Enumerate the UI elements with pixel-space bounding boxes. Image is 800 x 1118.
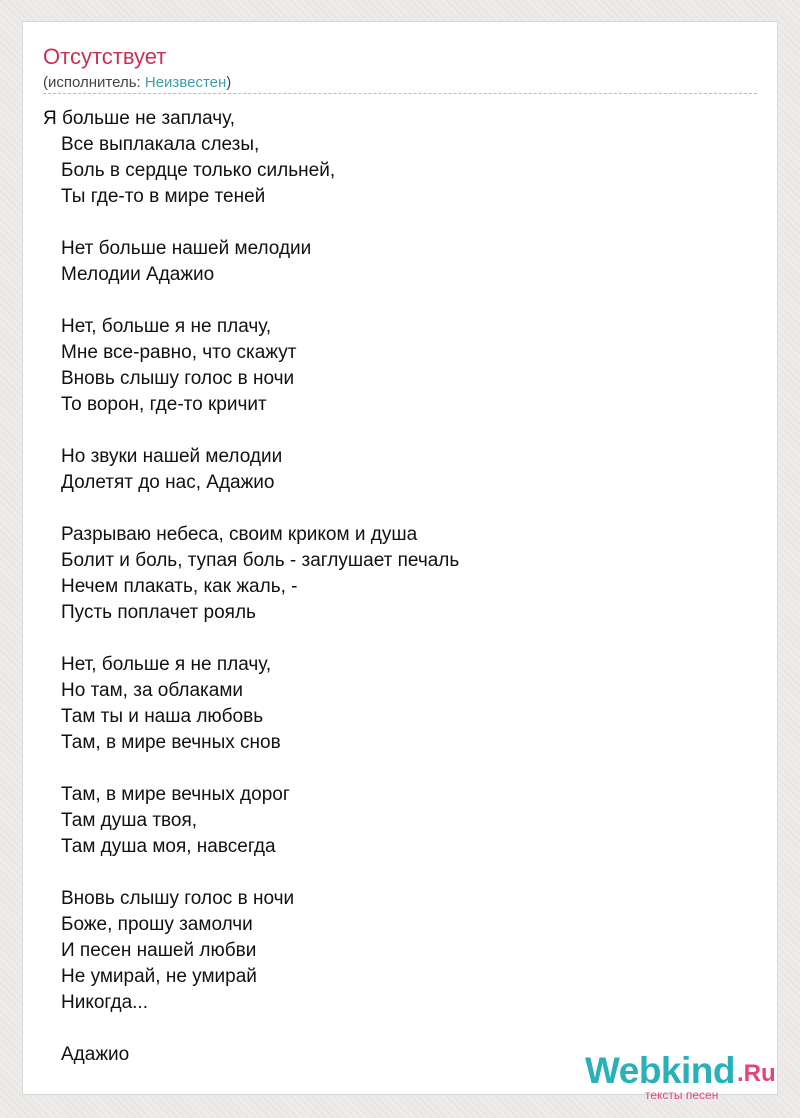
lyric-line: Все выплакала слезы,	[61, 134, 260, 155]
artist-suffix: )	[226, 74, 232, 91]
lyric-line: Нет, больше я не плачу,	[61, 654, 272, 675]
lyric-line: Боль в сердце только сильней,	[61, 160, 336, 181]
lyric-line: Мне все-равно, что скажут	[61, 342, 297, 363]
stanza-break	[43, 288, 459, 314]
song-title: Отсутствует	[43, 44, 167, 69]
lyric-line: Ты где-то в мире теней	[61, 186, 266, 207]
stanza-break	[43, 418, 459, 444]
stanza-break	[43, 626, 459, 652]
stanza-break	[43, 1016, 459, 1042]
lyric-line: Там ты и наша любовь	[61, 706, 264, 727]
lyric-line: И песен нашей любви	[61, 940, 257, 961]
stanza-break	[43, 756, 459, 782]
lyric-line: То ворон, где-то кричит	[61, 394, 267, 415]
logo-tld: .Ru	[737, 1060, 776, 1087]
artist-line	[43, 74, 231, 91]
title-divider	[43, 93, 757, 94]
lyrics-card	[22, 21, 778, 1095]
stanza-break	[43, 860, 459, 886]
lyric-line: Вновь слышу голос в ночи	[61, 368, 295, 389]
stanza-break	[43, 496, 459, 522]
artist-link[interactable]: Неизвестен	[144, 74, 227, 91]
lyric-line: Нет больше нашей мелодии	[61, 238, 312, 259]
lyric-line: Там душа моя, навсегда	[61, 836, 276, 857]
lyric-line: Мелодии Адажио	[61, 264, 215, 285]
lyric-line: Там душа твоя,	[61, 810, 198, 831]
lyric-line: Вновь слышу голос в ночи	[61, 888, 295, 909]
lyric-line: Нечем плакать, как жаль, -	[61, 576, 298, 597]
lyric-line: Боже, прошу замолчи	[61, 914, 253, 935]
lyric-line: Там, в мире вечных дорог	[61, 784, 290, 805]
logo-tagline: тексты песен	[645, 1088, 719, 1102]
lyric-line: Там, в мире вечных снов	[61, 732, 281, 753]
lyric-line: Но там, за облаками	[61, 680, 244, 701]
logo-brand: Webkind	[585, 1050, 735, 1091]
lyric-line: Долетят до нас, Адажио	[61, 472, 275, 493]
lyric-line: Адажио	[61, 1044, 130, 1065]
lyric-line: Я больше не заплачу,	[43, 108, 236, 129]
lyric-line: Разрываю небеса, своим криком и душа	[61, 524, 418, 545]
lyric-line: Пусть поплачет рояль	[61, 602, 256, 623]
lyric-line: Нет, больше я не плачу,	[61, 316, 272, 337]
lyric-line: Но звуки нашей мелодии	[61, 446, 283, 467]
webkind-logo[interactable]	[585, 1050, 785, 1100]
stanza-break	[43, 210, 459, 236]
lyrics-body	[43, 106, 459, 1068]
lyric-line: Болит и боль, тупая боль - заглушает печаль	[61, 550, 460, 571]
lyric-line: Никогда...	[61, 992, 148, 1013]
artist-prefix: (исполнитель:	[43, 74, 145, 91]
lyric-line: Не умирай, не умирай	[61, 966, 257, 987]
